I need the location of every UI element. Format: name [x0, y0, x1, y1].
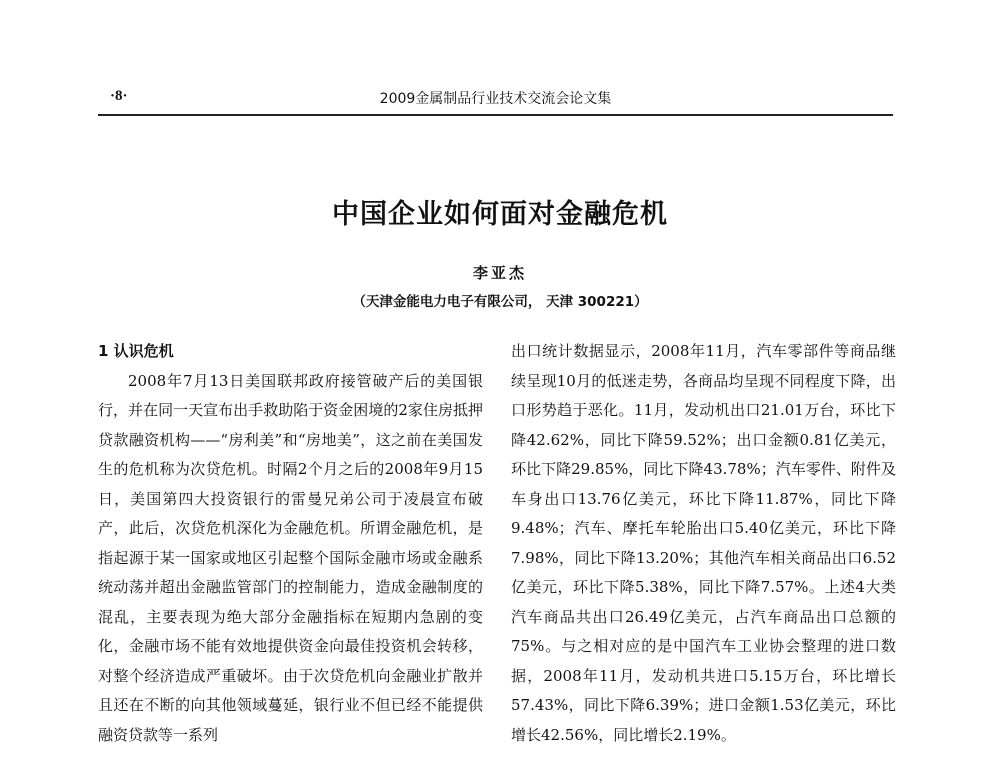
article-title: 中国企业如何面对金融危机 — [332, 199, 668, 230]
body-paragraph: 2008年7月13日美国联邦政府接管破产后的美国银行，并在同一天宣布出手救助陷于资金困境的2家住房抵押贷款融资机构——“房利美”和“房地美”，这之前在美国发生的危机称为次贷危机。时隔2个月之后的2008年9月15日，美国第四大投资银行的雷曼兄弟公司于凌晨宣布破产，此后，次贷危机深化为金融危机。所谓金融危机，是指起源于某一国家或地区引起整个国际金融市场或金融系统动荡并超出金融监管部门的控制能力，造成金融制度的混乱，主要表现为绝大部分金融指标在短期内急剧的变化，金融市场不能有效地提供资金向最佳投资机会转移，对整个经济造成严重破坏。由于次贷危机向金融业扩散并且还在不断的向其他领域蔓延，银行业不但已经不能提供融资贷款等一系列 — [98, 371, 483, 744]
header-rule — [98, 114, 893, 116]
right-column — [511, 337, 896, 750]
left-column — [98, 337, 483, 750]
body-paragraph: 出口统计数据显示，2008年11月，汽车零部件等商品继续呈现10月的低迷走势，各商品均呈现不同程度下降，出口形势趋于恶化。11月，发动机出口21.01万台，环比下降42.62%，同比下降59.52%；出口金额0.81亿美元，环比下降29.85%，同比下降43.78%；汽车零件、附件及车身出口13.76亿美元，环比下降11.87%，同比下降9.48%；汽车、摩托车轮胎出口5.40亿美元，环比下降7.98%，同比下降13.20%；其他汽车相关商品出口6.52亿美元，环比下降5.38%，同比下降7.57%。上述4大类汽车商品共出口26.49亿美元，占汽车商品出口总额的75%。与之相对应的是中国汽车工业协会整理的进口数据，2008年11月，发动机共进口5.15万台，环比增长57.43%，同比下降6.39%；进口金额1.53亿美元，环比增长42.56%，同比增长2.19%。 — [511, 342, 896, 744]
author-name: 李亚杰 — [472, 264, 527, 282]
author-affiliation: （天津金能电力电子有限公司， 天津 300221） — [352, 294, 648, 310]
running-title: 2009金属制品行业技术交流会论文集 — [379, 91, 612, 107]
page-number: ·8· — [110, 88, 128, 104]
page-header — [98, 84, 893, 112]
section-heading: 1 认识危机 — [98, 342, 174, 360]
